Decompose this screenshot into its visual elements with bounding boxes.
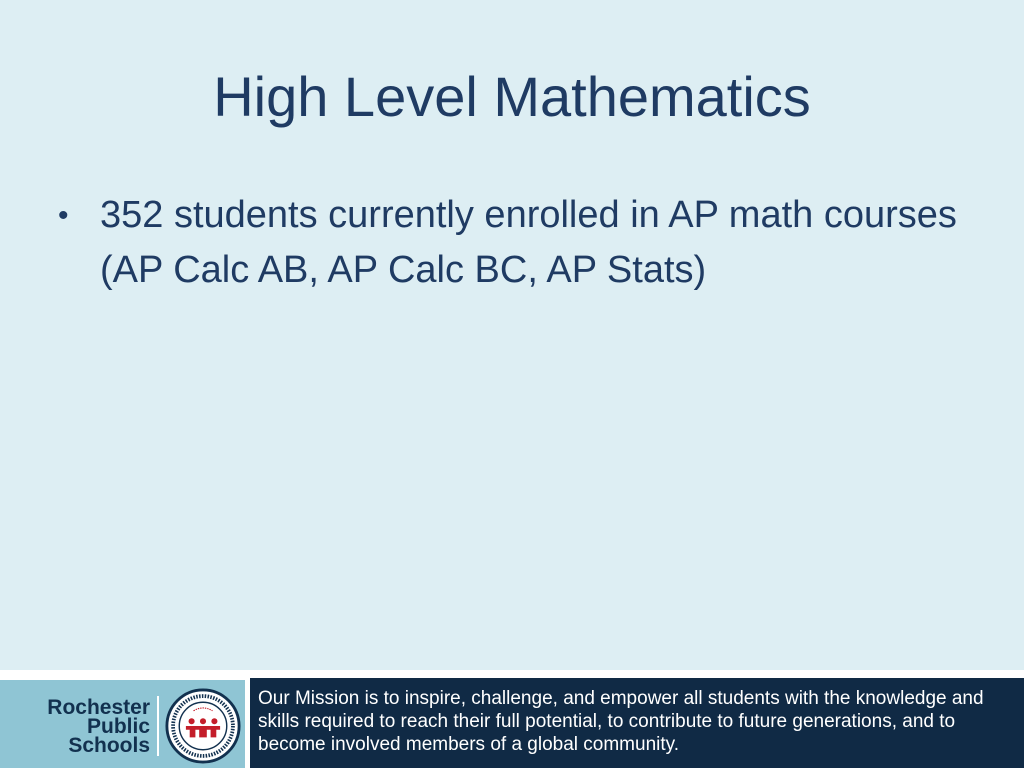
bullet-text: 352 students currently enrolled in AP math courses (AP Calc AB, AP Calc BC, AP Stats) bbox=[100, 194, 957, 291]
bullet-list bbox=[58, 188, 978, 298]
rochester-public-schools-logo bbox=[0, 698, 150, 755]
mission-statement: Our Mission is to inspire, challenge, and empower all students with the knowledge and skills required to reach their full potential, to contribute to future generations, and to become involved members of a global community. bbox=[258, 688, 984, 755]
logo-line-3: Schools bbox=[68, 734, 150, 757]
slide-title: High Level Mathematics bbox=[213, 65, 811, 128]
logo-divider bbox=[157, 696, 159, 756]
bullet-item bbox=[58, 188, 978, 298]
logo-line-2: Public bbox=[86, 715, 150, 738]
school-seal-icon bbox=[165, 688, 241, 764]
logo-line-1: Rochester bbox=[47, 696, 150, 719]
footer-logo-band bbox=[0, 680, 245, 768]
footer-mission-band bbox=[250, 678, 1024, 768]
footer bbox=[0, 670, 1024, 768]
bullet-marker: • bbox=[58, 199, 69, 232]
